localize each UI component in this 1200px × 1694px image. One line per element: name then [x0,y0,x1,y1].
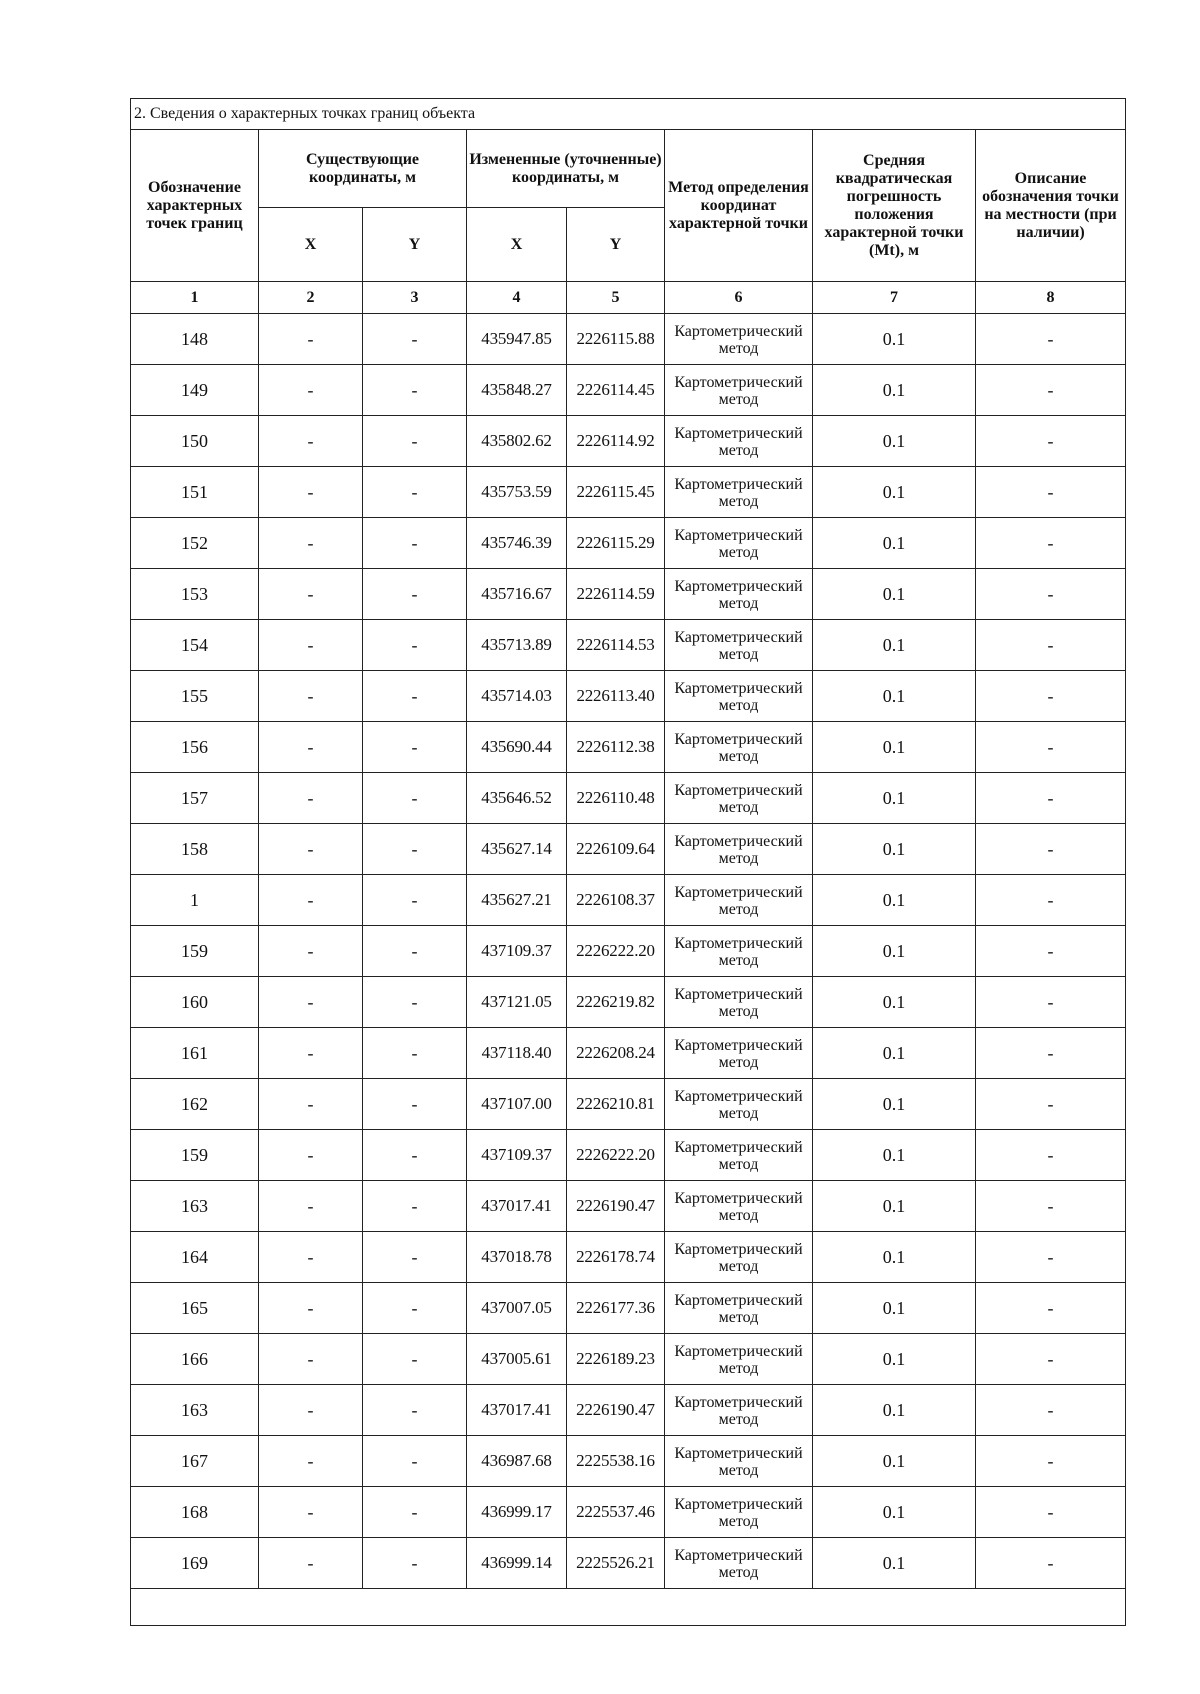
cell-description: - [976,1028,1126,1079]
cell-existing-y: - [363,1079,467,1130]
table-row [131,518,1126,569]
cell-changed-x: 437007.05 [467,1283,567,1334]
cell-existing-y: - [363,314,467,365]
cell-description: - [976,1130,1126,1181]
cell-changed-y: 2226222.20 [567,1130,665,1181]
cell-existing-x: - [259,1028,363,1079]
cell-changed-y: 2226113.40 [567,671,665,722]
cell-changed-x: 435802.62 [467,416,567,467]
cell-point-number: 156 [131,722,259,773]
cell-mean-error: 0.1 [813,1181,976,1232]
cell-description: - [976,314,1126,365]
cell-mean-error: 0.1 [813,1130,976,1181]
cell-existing-x: - [259,1487,363,1538]
cell-changed-y: 2226219.82 [567,977,665,1028]
cell-point-number: 158 [131,824,259,875]
cell-existing-x: - [259,671,363,722]
cell-description: - [976,722,1126,773]
cell-existing-y: - [363,620,467,671]
cell-point-number: 148 [131,314,259,365]
cell-method: Картометрический метод [665,926,813,977]
table-row [131,569,1126,620]
cell-existing-y: - [363,773,467,824]
cell-method: Картометрический метод [665,1028,813,1079]
cell-mean-error: 0.1 [813,671,976,722]
cell-changed-x: 437109.37 [467,1130,567,1181]
cell-method: Картометрический метод [665,1385,813,1436]
boundary-points-table [130,98,1126,1626]
cell-existing-y: - [363,722,467,773]
cell-existing-x: - [259,1130,363,1181]
cell-point-number: 167 [131,1436,259,1487]
cell-existing-x: - [259,773,363,824]
cell-existing-x: - [259,314,363,365]
empty-cell [131,1589,1126,1626]
cell-existing-x: - [259,1385,363,1436]
cell-changed-y: 2226190.47 [567,1181,665,1232]
cell-description: - [976,1181,1126,1232]
column-number: 8 [976,282,1126,314]
cell-existing-y: - [363,1436,467,1487]
column-number: 2 [259,282,363,314]
cell-method: Картометрический метод [665,977,813,1028]
cell-method: Картометрический метод [665,1436,813,1487]
cell-mean-error: 0.1 [813,1385,976,1436]
column-number: 5 [567,282,665,314]
cell-point-number: 163 [131,1181,259,1232]
cell-point-number: 169 [131,1538,259,1589]
table-row [131,977,1126,1028]
cell-changed-x: 435753.59 [467,467,567,518]
column-number: 1 [131,282,259,314]
table-row [131,1283,1126,1334]
cell-mean-error: 0.1 [813,1232,976,1283]
cell-existing-x: - [259,365,363,416]
cell-existing-x: - [259,926,363,977]
cell-mean-error: 0.1 [813,1538,976,1589]
cell-mean-error: 0.1 [813,722,976,773]
table-row [131,416,1126,467]
cell-changed-y: 2226177.36 [567,1283,665,1334]
cell-existing-x: - [259,1334,363,1385]
table-row [131,1385,1126,1436]
cell-existing-x: - [259,416,363,467]
header-changed-y: Y [567,208,665,282]
cell-mean-error: 0.1 [813,773,976,824]
cell-changed-x: 435627.14 [467,824,567,875]
cell-changed-x: 437121.05 [467,977,567,1028]
cell-existing-x: - [259,620,363,671]
cell-description: - [976,977,1126,1028]
cell-mean-error: 0.1 [813,1334,976,1385]
cell-changed-y: 2226115.45 [567,467,665,518]
cell-changed-y: 2226108.37 [567,875,665,926]
cell-point-number: 151 [131,467,259,518]
cell-existing-y: - [363,1181,467,1232]
cell-description: - [976,1334,1126,1385]
cell-changed-y: 2226114.53 [567,620,665,671]
cell-mean-error: 0.1 [813,467,976,518]
table-title: 2. Сведения о характерных точках границ объекта [131,99,1126,130]
cell-mean-error: 0.1 [813,314,976,365]
cell-point-number: 164 [131,1232,259,1283]
cell-existing-y: - [363,671,467,722]
cell-description: - [976,365,1126,416]
cell-changed-y: 2226178.74 [567,1232,665,1283]
cell-changed-x: 437109.37 [467,926,567,977]
cell-method: Картометрический метод [665,1283,813,1334]
cell-mean-error: 0.1 [813,824,976,875]
cell-existing-x: - [259,1538,363,1589]
cell-changed-x: 435716.67 [467,569,567,620]
table-row [131,1232,1126,1283]
cell-changed-x: 435714.03 [467,671,567,722]
cell-method: Картометрический метод [665,314,813,365]
cell-method: Картометрический метод [665,722,813,773]
table-row [131,1334,1126,1385]
cell-changed-y: 2225538.16 [567,1436,665,1487]
cell-mean-error: 0.1 [813,416,976,467]
cell-point-number: 149 [131,365,259,416]
cell-point-number: 150 [131,416,259,467]
table-row [131,1181,1126,1232]
cell-changed-y: 2226114.59 [567,569,665,620]
table-row [131,314,1126,365]
cell-method: Картометрический метод [665,773,813,824]
cell-point-number: 1 [131,875,259,926]
cell-method: Картометрический метод [665,620,813,671]
header-designation: Обозначение характерных точек границ [131,130,259,282]
column-number: 6 [665,282,813,314]
cell-changed-y: 2226112.38 [567,722,665,773]
cell-point-number: 162 [131,1079,259,1130]
cell-existing-x: - [259,569,363,620]
cell-mean-error: 0.1 [813,1487,976,1538]
cell-description: - [976,875,1126,926]
cell-existing-x: - [259,977,363,1028]
cell-method: Картометрический метод [665,1538,813,1589]
cell-point-number: 163 [131,1385,259,1436]
cell-mean-error: 0.1 [813,1283,976,1334]
cell-description: - [976,467,1126,518]
cell-mean-error: 0.1 [813,1436,976,1487]
cell-changed-y: 2226190.47 [567,1385,665,1436]
table-row [131,1130,1126,1181]
cell-changed-y: 2226208.24 [567,1028,665,1079]
cell-description: - [976,1232,1126,1283]
cell-point-number: 159 [131,1130,259,1181]
header-method: Метод определения координат характерной точки [665,130,813,282]
cell-description: - [976,620,1126,671]
cell-existing-y: - [363,1385,467,1436]
cell-mean-error: 0.1 [813,1079,976,1130]
cell-existing-x: - [259,1079,363,1130]
cell-mean-error: 0.1 [813,926,976,977]
header-existing-coordinates: Существующие координаты, м [259,130,467,208]
cell-method: Картометрический метод [665,569,813,620]
cell-existing-y: - [363,467,467,518]
cell-existing-y: - [363,518,467,569]
cell-changed-x: 436987.68 [467,1436,567,1487]
cell-existing-y: - [363,875,467,926]
cell-changed-x: 435947.85 [467,314,567,365]
table-row [131,620,1126,671]
cell-description: - [976,1079,1126,1130]
cell-existing-x: - [259,824,363,875]
table-row [131,1436,1126,1487]
cell-mean-error: 0.1 [813,569,976,620]
cell-description: - [976,1436,1126,1487]
cell-changed-x: 435848.27 [467,365,567,416]
header-mean-square-error: Средняя квадратическая погрешность положения характерной точки (Mt), м [813,130,976,282]
cell-point-number: 154 [131,620,259,671]
cell-changed-x: 437017.41 [467,1385,567,1436]
cell-changed-x: 435746.39 [467,518,567,569]
table-row [131,1079,1126,1130]
cell-description: - [976,926,1126,977]
cell-changed-y: 2225526.21 [567,1538,665,1589]
table-row [131,671,1126,722]
cell-changed-x: 437005.61 [467,1334,567,1385]
cell-method: Картометрический метод [665,671,813,722]
cell-existing-y: - [363,1487,467,1538]
cell-method: Картометрический метод [665,1181,813,1232]
cell-mean-error: 0.1 [813,365,976,416]
cell-description: - [976,824,1126,875]
cell-existing-x: - [259,518,363,569]
cell-point-number: 159 [131,926,259,977]
cell-point-number: 161 [131,1028,259,1079]
cell-changed-x: 436999.14 [467,1538,567,1589]
cell-changed-y: 2226210.81 [567,1079,665,1130]
cell-changed-y: 2226114.45 [567,365,665,416]
cell-existing-y: - [363,365,467,416]
cell-changed-x: 437118.40 [467,1028,567,1079]
cell-description: - [976,518,1126,569]
cell-existing-y: - [363,1130,467,1181]
header-point-description: Описание обозначения точки на местности (при наличии) [976,130,1126,282]
cell-description: - [976,773,1126,824]
cell-changed-x: 435713.89 [467,620,567,671]
table-row [131,467,1126,518]
table-row [131,1487,1126,1538]
header-changed-coordinates: Измененные (уточненные) координаты, м [467,130,665,208]
cell-changed-x: 435627.21 [467,875,567,926]
cell-description: - [976,1487,1126,1538]
column-number: 3 [363,282,467,314]
cell-existing-x: - [259,1283,363,1334]
table-row [131,1538,1126,1589]
cell-description: - [976,1385,1126,1436]
cell-existing-y: - [363,926,467,977]
cell-changed-x: 436999.17 [467,1487,567,1538]
cell-method: Картометрический метод [665,467,813,518]
cell-point-number: 153 [131,569,259,620]
cell-existing-y: - [363,1538,467,1589]
cell-method: Картометрический метод [665,518,813,569]
cell-existing-y: - [363,824,467,875]
cell-existing-x: - [259,875,363,926]
cell-point-number: 157 [131,773,259,824]
cell-mean-error: 0.1 [813,518,976,569]
cell-mean-error: 0.1 [813,1028,976,1079]
cell-description: - [976,416,1126,467]
table-row [131,875,1126,926]
column-number: 7 [813,282,976,314]
cell-mean-error: 0.1 [813,875,976,926]
cell-existing-y: - [363,416,467,467]
table-empty-footer-row [131,1589,1126,1626]
cell-existing-x: - [259,722,363,773]
table-row [131,722,1126,773]
cell-existing-x: - [259,1181,363,1232]
cell-description: - [976,1283,1126,1334]
cell-existing-y: - [363,1283,467,1334]
cell-method: Картометрический метод [665,365,813,416]
cell-existing-y: - [363,1334,467,1385]
document-sheet [130,98,1125,1626]
cell-changed-x: 435690.44 [467,722,567,773]
table-row [131,926,1126,977]
column-number: 4 [467,282,567,314]
cell-point-number: 165 [131,1283,259,1334]
cell-changed-y: 2226114.92 [567,416,665,467]
cell-existing-x: - [259,1232,363,1283]
cell-existing-y: - [363,1028,467,1079]
cell-description: - [976,1538,1126,1589]
cell-existing-x: - [259,467,363,518]
cell-point-number: 160 [131,977,259,1028]
cell-changed-y: 2226222.20 [567,926,665,977]
cell-point-number: 152 [131,518,259,569]
table-row [131,365,1126,416]
cell-method: Картометрический метод [665,1079,813,1130]
cell-changed-y: 2225537.46 [567,1487,665,1538]
cell-changed-y: 2226115.88 [567,314,665,365]
cell-changed-x: 437018.78 [467,1232,567,1283]
cell-mean-error: 0.1 [813,620,976,671]
cell-existing-y: - [363,569,467,620]
cell-description: - [976,569,1126,620]
cell-changed-x: 437107.00 [467,1079,567,1130]
cell-method: Картометрический метод [665,824,813,875]
cell-changed-y: 2226110.48 [567,773,665,824]
cell-changed-x: 437017.41 [467,1181,567,1232]
cell-method: Картометрический метод [665,1334,813,1385]
cell-changed-y: 2226109.64 [567,824,665,875]
table-row [131,773,1126,824]
cell-method: Картометрический метод [665,1130,813,1181]
header-changed-x: X [467,208,567,282]
cell-description: - [976,671,1126,722]
header-existing-y: Y [363,208,467,282]
cell-mean-error: 0.1 [813,977,976,1028]
table-row [131,1028,1126,1079]
table-body [131,314,1126,1589]
cell-changed-x: 435646.52 [467,773,567,824]
cell-existing-y: - [363,977,467,1028]
cell-existing-x: - [259,1436,363,1487]
cell-method: Картометрический метод [665,1487,813,1538]
header-existing-x: X [259,208,363,282]
cell-point-number: 166 [131,1334,259,1385]
cell-existing-y: - [363,1232,467,1283]
cell-point-number: 168 [131,1487,259,1538]
table-row [131,824,1126,875]
cell-method: Картометрический метод [665,1232,813,1283]
cell-changed-y: 2226115.29 [567,518,665,569]
cell-changed-y: 2226189.23 [567,1334,665,1385]
cell-method: Картометрический метод [665,875,813,926]
cell-point-number: 155 [131,671,259,722]
cell-method: Картометрический метод [665,416,813,467]
